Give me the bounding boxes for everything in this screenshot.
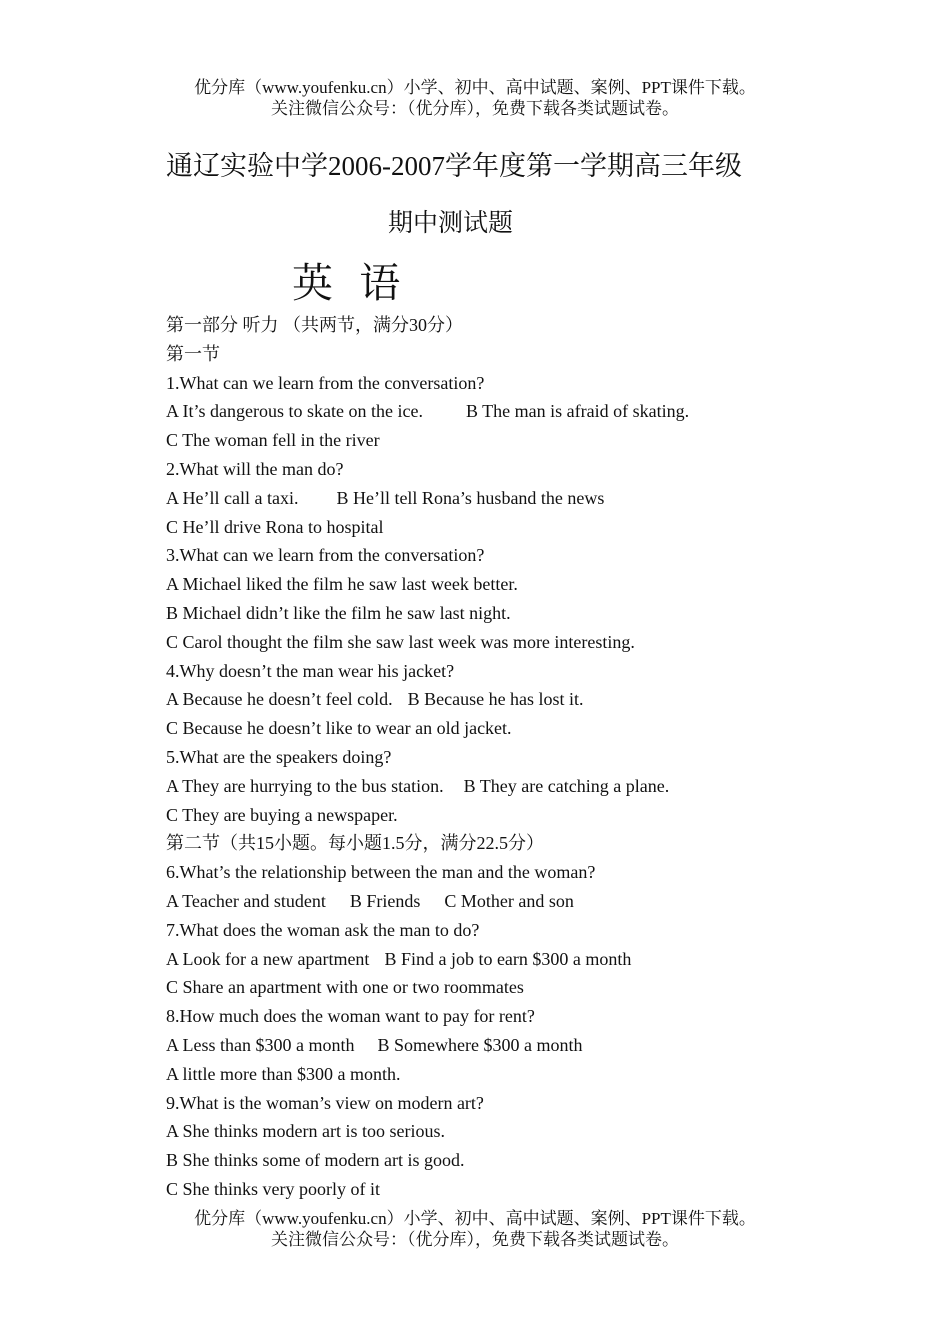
exam-line: C Share an apartment with one or two roommates [166, 977, 524, 998]
exam-line: B Michael didn’t like the film he saw last night. [166, 602, 511, 623]
header-line-1: 优分库（www.youfenku.cn）小学、初中、高中试题、案例、PPT课件下载。 [194, 78, 756, 97]
answer-option: A Teacher and student [166, 890, 326, 911]
answer-option: B They are catching a plane. [463, 775, 670, 796]
answer-option: A It’s dangerous to skate on the ice. [166, 401, 423, 422]
exam-line: 1.What can we learn from the conversation? [166, 372, 485, 393]
exam-line: 第一部分 听力 （共两节，满分30分） [166, 315, 463, 335]
exam-line: 9.What is the woman’s view on modern art? [166, 1092, 484, 1113]
exam-line: 2.What will the man do? [166, 458, 344, 479]
subject-heading: 英 语 [292, 260, 409, 306]
exam-line: C They are buying a newspaper. [166, 804, 398, 825]
exam-line [166, 772, 866, 801]
header-line-2: 关注微信公众号：（优分库），免费下载各类试题试卷。 [271, 99, 679, 118]
page-footer [0, 1208, 950, 1250]
footer-line-1: 优分库（www.youfenku.cn）小学、初中、高中试题、案例、PPT课件下载。 [194, 1209, 756, 1228]
exam-line: 第一节 [166, 343, 220, 364]
exam-content [166, 311, 866, 1204]
exam-line: C The woman fell in the river [166, 430, 380, 451]
exam-line: A She thinks modern art is too serious. [166, 1121, 445, 1142]
answer-option: B Friends [349, 890, 421, 911]
exam-line: 4.Why doesn’t the man wear his jacket? [166, 660, 455, 681]
exam-line [166, 887, 866, 916]
exam-line: 6.What’s the relationship between the man and the woman? [166, 862, 596, 883]
exam-line: 5.What are the speakers doing? [166, 746, 392, 767]
answer-option: B He’ll tell Rona’s husband the news [336, 487, 605, 508]
exam-line: 第二节（共15小题。每小题1.5分，满分22.5分） [166, 833, 544, 854]
exam-title: 通辽实验中学2006-2007学年度第一学期高三年级 [166, 151, 742, 181]
exam-line: B She thinks some of modern art is good. [166, 1150, 465, 1171]
answer-option: B Find a job to earn $300 a month [384, 948, 632, 969]
exam-line: 3.What can we learn from the conversation? [166, 545, 485, 566]
exam-line: 8.How much does the woman want to pay for rent? [166, 1006, 535, 1027]
exam-subtitle: 期中测试题 [388, 210, 514, 237]
exam-line: A little more than $300 a month. [166, 1063, 401, 1084]
exam-line: A Michael liked the film he saw last week better. [166, 574, 518, 595]
exam-line: C He’ll drive Rona to hospital [166, 516, 384, 537]
answer-option: C Mother and son [444, 890, 574, 911]
answer-option: A They are hurrying to the bus station. [166, 775, 444, 796]
exam-line: C Because he doesn’t like to wear an old jacket. [166, 718, 512, 739]
answer-option: B The man is afraid of skating. [465, 401, 690, 422]
page-header [0, 77, 950, 119]
answer-option: A Look for a new apartment [166, 948, 370, 969]
answer-option: B Somewhere $300 a month [377, 1034, 583, 1055]
exam-line: 7.What does the woman ask the man to do? [166, 919, 480, 940]
answer-option: A Less than $300 a month [166, 1034, 355, 1055]
exam-line [166, 397, 866, 426]
exam-line [166, 945, 866, 974]
exam-line: C She thinks very poorly of it [166, 1178, 380, 1199]
answer-option: B Because he has lost it. [407, 689, 584, 710]
exam-line [166, 685, 866, 714]
exam-line [166, 484, 866, 513]
answer-option: A He’ll call a taxi. [166, 487, 299, 508]
answer-option: A Because he doesn’t feel cold. [166, 689, 393, 710]
footer-line-2: 关注微信公众号：（优分库），免费下载各类试题试卷。 [271, 1230, 679, 1249]
exam-line [166, 1031, 866, 1060]
exam-line: C Carol thought the film she saw last week was more interesting. [166, 631, 635, 652]
